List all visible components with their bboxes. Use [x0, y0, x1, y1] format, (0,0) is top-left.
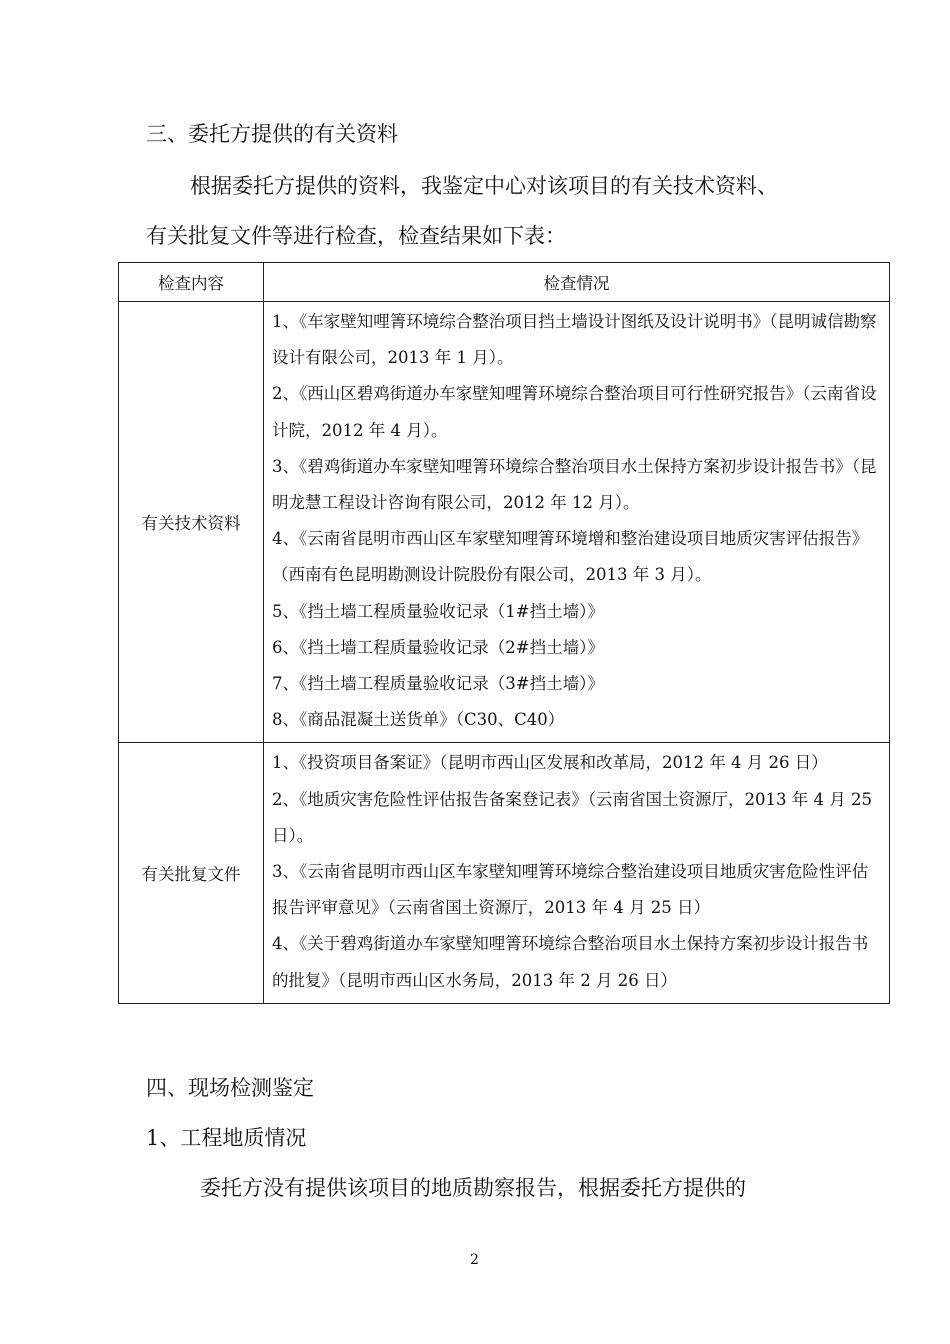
- table-row: [119, 302, 890, 743]
- list-item: 3、《云南省昆明市西山区车家壁知哩箐环境综合整治建设项目地质灾害危险性评估报告评审意见》（云南省国土资源厅，2013 年 4 月 25 日）: [272, 862, 869, 918]
- list-item: 1、《投资项目备案证》（昆明市西山区发展和改革局，2012 年 4 月 26 日）: [272, 753, 828, 773]
- table-header-row: [119, 263, 890, 302]
- subsection-heading: 1、工程地质情况: [146, 1126, 307, 1150]
- list-item: 7、《挡土墙工程质量验收记录（3#挡土墙）》: [272, 674, 604, 694]
- items-cell: [264, 302, 890, 743]
- list-item: 1、《车家壁知哩箐环境综合整治项目挡土墙设计图纸及设计说明书》（昆明诚信勘察设计有限公司，2013 年 1 月）。: [272, 312, 877, 368]
- intro-line-2: 有关批复文件等进行检查，检查结果如下表：: [146, 224, 566, 248]
- section-4-paragraph: 委托方没有提供该项目的地质勘察报告，根据委托方提供的: [200, 1176, 746, 1200]
- table-row: [119, 743, 890, 1003]
- items-cell: [264, 743, 890, 1003]
- category-technical-docs: 有关技术资料: [119, 302, 264, 743]
- list-item: 4、《关于碧鸡街道办车家壁知哩箐环境综合整治项目水土保持方案初步设计报告书的批复》（昆明市西山区水务局，2013 年 2 月 26 日）: [272, 934, 869, 990]
- list-item: 2、《地质灾害危险性评估报告备案登记表》（云南省国土资源厅，2013 年 4 月 25 日）。: [272, 789, 872, 845]
- intro-line-1: 根据委托方提供的资料，我鉴定中心对该项目的有关技术资料、: [190, 174, 778, 198]
- list-item: 5、《挡土墙工程质量验收记录（1#挡土墙）》: [272, 601, 604, 621]
- section-4-heading: 四、现场检测鉴定: [146, 1076, 314, 1100]
- list-item: 8、《商品混凝土送货单》（C30、C40）: [272, 710, 565, 730]
- inspection-table: [118, 262, 890, 1004]
- list-item: 4、《云南省昆明市西山区车家壁知哩箐环境增和整治建设项目地质灾害评估报告》（西南有色昆明勘测设计院股份有限公司，2013 年 3 月）。: [272, 529, 869, 585]
- header-content: 检查内容: [119, 263, 264, 302]
- section-3-heading: 三、委托方提供的有关资料: [146, 122, 398, 146]
- list-item: 6、《挡土墙工程质量验收记录（2#挡土墙）》: [272, 637, 604, 657]
- list-item: 3、《碧鸡街道办车家壁知哩箐环境综合整治项目水土保持方案初步设计报告书》（昆明龙慧工程设计咨询有限公司，2012 年 12 月）。: [272, 456, 877, 513]
- category-approval-docs: 有关批复文件: [119, 743, 264, 1003]
- page-number: 2: [470, 1252, 479, 1268]
- header-status: 检查情况: [264, 263, 890, 302]
- list-item: 2、《西山区碧鸡街道办车家壁知哩箐环境综合整治项目可行性研究报告》（云南省设计院，2012 年 4 月）。: [272, 384, 877, 440]
